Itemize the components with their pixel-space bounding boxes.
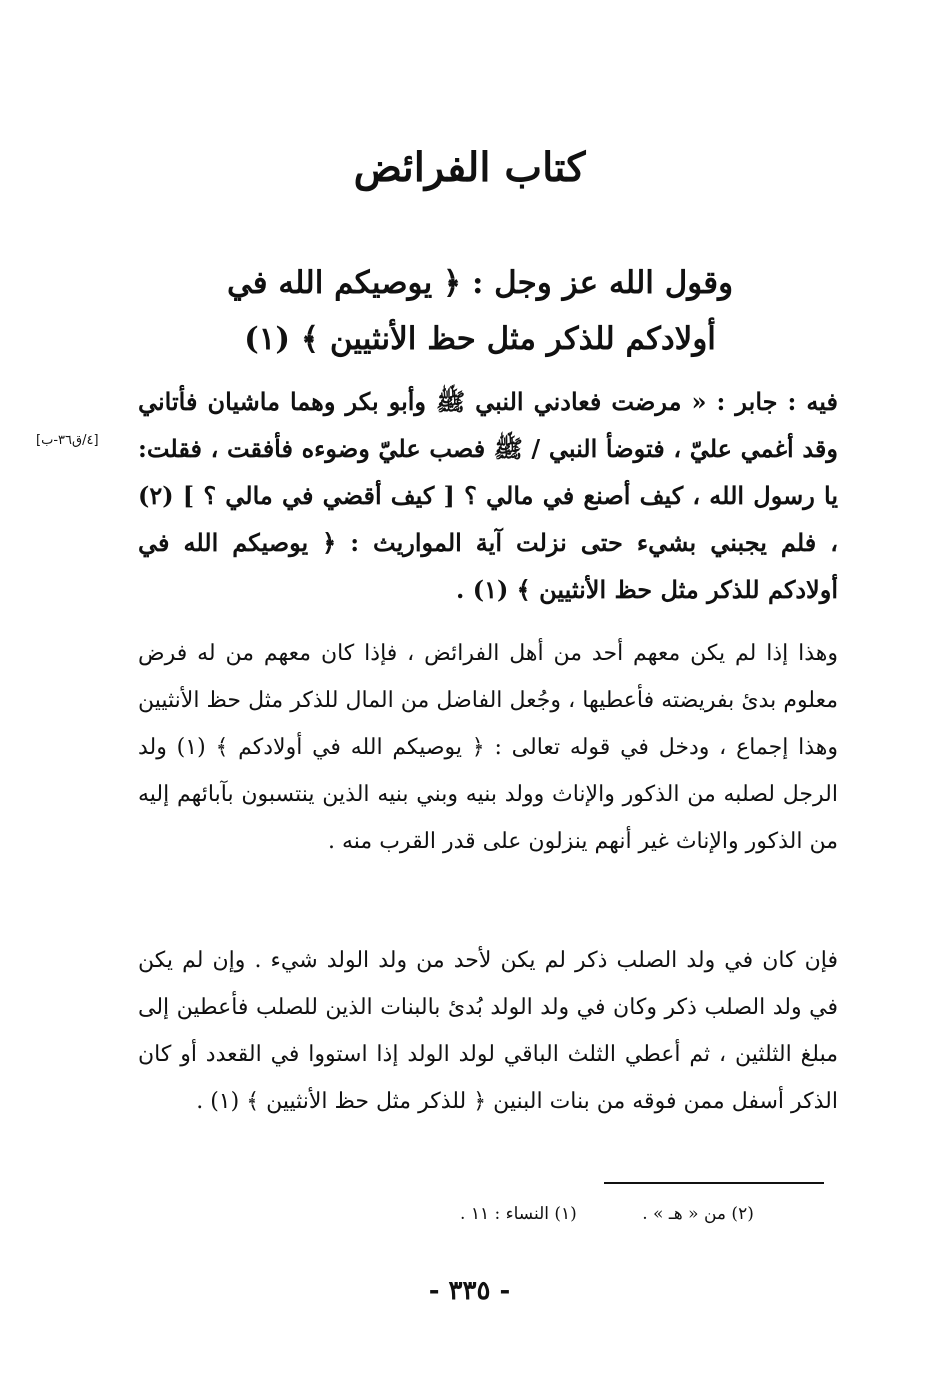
commentary-paragraph: فإن كان في ولد الصلب ذكر لم يكن لأحد من ولد الولد شيء . وإن لم يكن في ولد الصلب ذكر وكان في ولد الولد بُدئ بالبنات الذين للصلب فأعطين إلى مبلغ الثلثين ، ثم أعطي الثلث الباقي لولد الولد إذا استووا في القعدد أو كان الذكر أسفل ممن فوقه من بنات البنين ﴿ للذكر مثل حظ الأنثيين ﴾ (١) . [138,948,839,1114]
hadith-text: فيه : جابر : « مرضت فعادني النبي ﷺ وأبو بكر وهما ماشيان فأتاني وقد أغمي عليّ ، فتوضأ النبي / ﷺ فصب عليّ وضوءه فأفقت ، فقلت: يا رسول الله ، كيف أصنع في مالي ؟ [ كيف أقضي في مالي ؟ ] (٢) ، فلم يجبني بشيء حتى نزلت آية المواريث : ﴿ يوصيكم الله في أولادكم للذكر مثل حظ الأنثيين ﴾ (١) . [138,387,838,604]
chapter-heading: وقول الله عز وجل : ﴿ يوصيكم الله في أولادكم للذكر مثل حظ الأنثيين ﴾ (١) [226,265,734,357]
footnote-1: (١) النساء : ١١ . [460,1204,577,1224]
footnote-divider [604,1182,824,1184]
manuscript-folio-note: [٤/ق٣٦-ب] [36,433,99,448]
book-title: كتاب الفرائض [353,144,586,191]
commentary-paragraph: وهذا إذا لم يكن معهم أحد من أهل الفرائض ، فإذا كان معهم من له فرض معلوم بدئ بفريضته فأعطيها ، وجُعل الفاضل من المال للذكر مثل حظ الأنثيين وهذا إجماع ، ودخل في قوله تعالى : ﴿ يوصيكم الله في أولادكم ﴾ (١) ولد الرجل لصلبه من الذكور والإناث وولد بنيه وبني بنيه الذين ينتسبون بآبائهم إليه من الذكور والإناث غير أنهم ينزلون على قدر القرب منه . [138,641,838,854]
footnote-2: (٢) من « هـ » . [642,1204,754,1224]
footnotes [400,1200,830,1228]
page-number: - ٣٣٥ - [428,1276,511,1306]
